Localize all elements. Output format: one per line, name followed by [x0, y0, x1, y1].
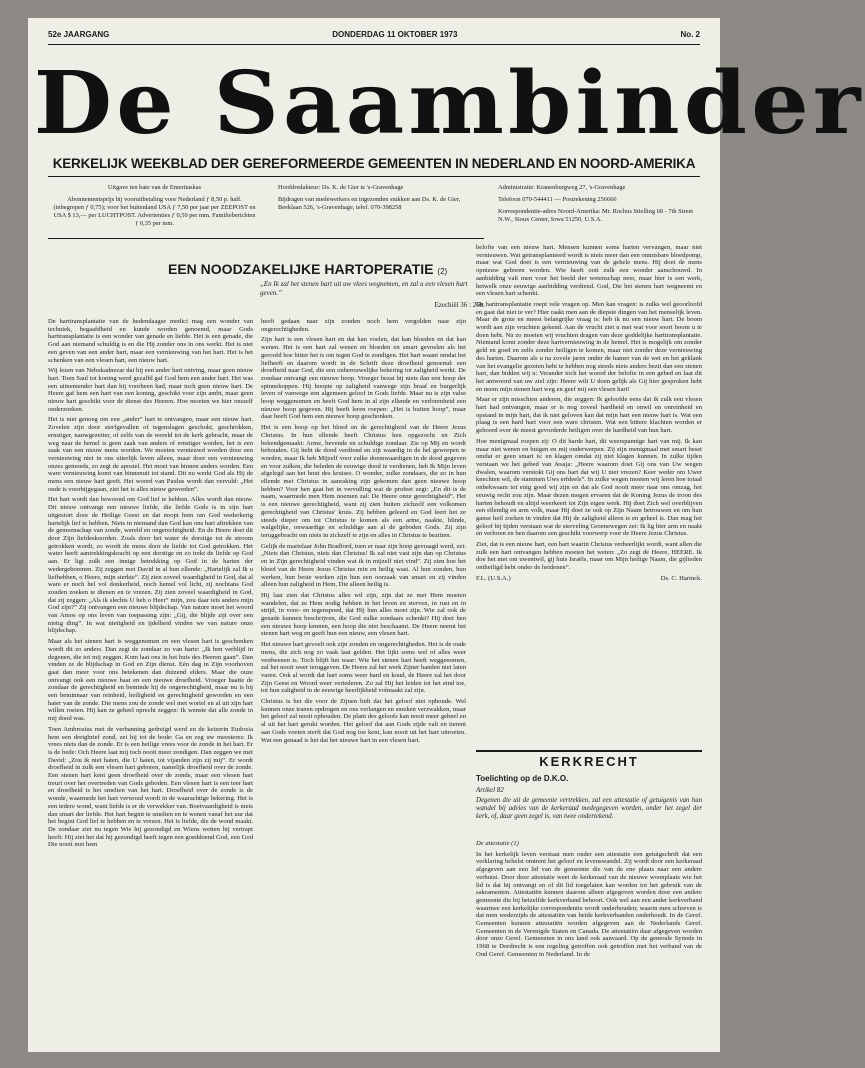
article-column-2: heeft gedaan naar zijn zonden noch hem vergolden naar zijn ongerechtigheden. Zijn hart is een vlesen hart en dat kan voelen, dat kan bloeden en dat kan wenen. Het is een hart zal wenen en bloeden en smart gevoelen als het geroofd hoe bitter het is om tegen God te zondigen. Het hart waant omdat het liefheeft en daarom wordt in de Schrift deze droefheid genoemd: een droefheid naar God, die een onberouwelijke bekering tot zaligheid werkt. De zondaar ontvangt een nieuwe hoop. Vroeger bezat hij niets dan een hoop der spinnekoppen. Hij hoopte op zaligheid vanwege zijn braaf en burgerlijk leven of vanwege een algemeen geloof in Gods liefde. Maar nu is zijn valse hoop weggenomen en heeft God hem in al zijn ellende en verlorenheid een nieuwe hoop gegeven. Hij heeft leren roepen: „Het is buiten hoop”, maar daar heeft God hem een nieuwe hoop geschonken. Het is een hoop op het bloed en de gerechtigheid van de Heere Jezus Christus. In hun ellende heeft Christus hen opgezocht en Zich bekendgemaakt: Arme, bevende en schuldige zondaar. Zie op Mij en wordt behouden. Gij hebt de dood verdiend en zijt waardig in de hel geworpen te worden, maar Ik heb Mijzelf voor zulke doemwaardigen in de dood gegeven en voor zulken, die beleden de eeuwige dood te verdienen, heb Ik Mijn leven afgelegd aan het hout des kruises. O wonder, zulke zondaars, die zo in hun ellende met Christus in aanraking zijn gekomen dan geen nieuwe hoop hebben? Voor hen gaat het in vervulling wat de profeet zegt: „En dit is de naam, waarmede men Hem noemen zal: De Heere onze gerechtigheid”. Het is een nieuwe gerechtigheid, want zij zien buiten zichzelf een volkomen gerechtigheid van Christus' kruis. Zij hebben geleerd en God leert het ze steeds dieper om tot Christus te komen als een arme, naakte, blinde, walgelijke, onwaardige en schuldige aan al de geboden Gods. Zij zijn teruggebracht om niets in zichzelf te zijn en alles in Christus te bezitten. Gelijk de martelaar John Bradford, toen er naar zijn hoop gevraagd werd, zei: „Niets dan Christus, niets dan Christus! Ik zal niet vast zijn dan op Christus en in Zijn gerechtigheid vinden wat ik in mijzelf niet vind”. Zij zien hoe het bloed van de Heere Jezus Christus rein en heilig wast. Al hun zonden, hun werken, hun beste werken zijn hun een oorzaak van smart en zij vinden alleen hun zaligheid in Hem, Die alleen heilig is. Hij laat zien dat Christus alles wil zijn, zijn dat ze met Hem moeten wandelen, dat ze Hem nodig hebben in het leven en sterven, in rust en in strijd, in voor- en tegenspoed, dat Hij hun alles moet zijn. Wie zal ook de genade kunnen beschrijven, die God zulke zondaars schenkt? Hij doet hen een nieuwe hoop kennen, een hoop die niet beschaamt. De Heere neemt het stenen hart weg en geeft hun een nieuw, een vlesen hart. Het nieuwe hart gevoelt ook zijn zonden en ongerechtigheden. Het is de oude mens, die zich nog zo vaak laat gelden. Het lijkt soms wel of alles weer verdwenen is. Toch blijft het waar: Wie het stenen hart heeft weggenomen, zal het nooit weer teruggeven. De Heere zal het werk Zijner handen niet laten varen. Ook al wordt dat hart soms weer hard en koud, de Heere zal het door Zijn Geest en Woord weer vertederen. Zo zal Hij het leiden tot het eind toe, tot hun zaligheid in de eeuwige heerlijkheid volmaakt zal zijn. Christus is het die voor de Zijnen bidt dat het geloof niet ophoude. Wel kunnen onze tranen opdrogen en ons verlangen en smeken verzwakken, maar het geloof zal nooit ophouden. De plant des geloofs kan nooit meer geheel en al uit het hart gerukt worden. Het geloof dat aan Gods zijde valt en tierent aan Gods voeten sterft dat God nog toe kent, kan nooit uit het hart uitroeien. Wat een genaad is het dat het nieuwe hart in een vlesen hart.	[261, 318, 466, 744]
article-epigraph: „En Ik zal het stenen hart uit uw vlees wegnemen, en zal u een vlesen hart geven.”	[260, 280, 468, 297]
article-column-1: De harttransplantatie van de hedendaagse medici mag een wonder van techniek, begaafdheid en kunde worden genoemd, maar Gods harttransplantatie is een wonder van genade en liefde. Het is een genade, die God aan niemand schuldig is en die Hij zonder ons in ons werkt. Het is niet een geven van een ander hart, maar een vernieuwing van het hart. Het is het schenken van een vlesen hart, een nieuw hart. Wij lezen van Nebukadnezar dat hij een ander hart ontving, maar geen nieuw hart. Toen Saul tot koning werd gezalfd gaf God hem een ander hart. Het was een uitnemender hart dan hij voorheen had, maar toch geen nieuw hart. De Heere gaf hem een hart van een koning, geschikt voor zijn ambt, maar geen nieuw hart geschikt voor de dienst des Heeren. Hoe moeten we hier onszelf onderzoeken. Het is niet genoeg om een „ander” hart te ontvangen, maar een nieuw hart. Zovelen zijn door sterfgevallen of tegenslagen geschokt, geschrokken, ernstiger, nauwgezetter, of zelfs van de wereld tot de kerk gebracht, maar de weg naar de hemel is geen zaak van anders of ernstiger worden, het is een zaak van een nieuw mens worden. We moeten vernieuwd worden door een vernieuwing niet in ons uiterlijk leven alleen, maar door een vernieuwing onzes gemoeds, zo zegt de apostel. Het moet van binnen anders worden. Een ware vernieuwing komt van binnenuit tot stand. Dit nu werkt God als Hij de mens een nieuw hart geeft. Het woord van Paulus wordt dan vervuld: „Het oude is voorbijgegaan, ziet het is alles nieuw geworden”. Het hart wordt dan bewoond om God lief te hebben. Alles wordt dan nieuw. Dit nieuw ontvangt een nieuwe liefde, die liefde Gods is in zijn hart uitgestort door de Heilige Geest en dat noopt hem om God wederkerig hartelijk lief te hebben. Niets in niemand dan God kan ons hart aftrekken van de gemeenschap van zonde, wereld en ongerechtigheid. En de Heere doet dit door Zijn liefdeskoorden. Zoals door het water de dorstige tot de stroom getrokken wordt, zo wordt de mens door de liefde tot God getrokken. Het water heeft aantrekkingskracht op een dorstige en zo trekt de liefde op God aan. Er ligt zulk een innige betrekking op God in de harten der wedergeborenen. Zij zeggen met David in al hun ellende: „Hartelijk zal Ik u liefhebben, o Heere, mijn sterkte”. Zij zien zoveel waardigheid in God, dat al ware er noch hel vol donkerheid, noch hemel vol licht, zij nochtans God zouden zoeken te dienen en te vrezen. Zij zien zoveel waardigheid in God, dat zij zeggen: „Als ik slechts U heb o Heer” mijn, zou daar iets anders mijn God zijn?” Zij ontvangen een nieuwe blijdschap. Van nature moet het woord van Amos op ons leven van toepassing zijn: „Gij, die blijde zijt over een nietig ding”. In wat nietigheid en ijdelheid vinden we van nature onze blijdschap. Maar als het stenen hart is weggenomen en een vlesen hart is geschonken wordt dit zo anders. Dan zegt de zondaar zo van harte: „Ik ben verblijd in degenen, die tot mij zeggen. Kom laat ons in het huis des Heeren gaan”. Dan vinden ze de blijdschap in God en Zijn dienst. Eén dag in Zijn voorhoven gaat dan meer voor ons betekenen dan duizend elders. Maar die ouze ontvangt ook een nieuwe haat en een nieuwe droefheid. Vroeger haatte de zondaar de gerechtigheid en beminde hij de ongerechtigheid, maar nu is hij een beminnaar van reinheid, heiligheid en gerechtigheid geworden en een hater van de zonde. Die mens zou de zonde wel met wortel en al uit zijn hart willen roeien. Hij kan ze geheel oprecht zeggen: Ik wenste dat alle zonde in mij dood was. Toen Ambrosius met de verbanning gedreigd werd en de keizerin Eudoxia hem een dreigbrief zond, zei hij tot de bode: Ga en zeg uw meesteres: Ik vrees niets dan de zonde. Er is een heilige vrees voor de zonde in het hart. Er is de bede: Och Heere laat mij toch nooit meer zondigen. Dan zeggen we met David: „Zou ik niet haten, die U haten, tot vijanden zijn zij mij”. Er wordt droefheid in zulk een vlesen hart geboren, namelijk droefheid over de zonde. Een stenen hart kent geen droefheid over de zonde, maar een vlesen hart treurt over het overtreden van Gods geboden. Een vlesen hart is een teer hart en droefheid is het smelten van het hart. Droefheid over de zonde is de wonde, waarmede het hart verwoud wordt in de waarachtige bekering. Het is een tedere wond, want liefde is er de verwekker van. Boetvaardigheid is niets dan smart der liefde. Het hart begint te smelten en te wenen vanaf het uur dat het begint God lief te hebben en te vrezen. Het is liefde, die de wond maakt. De zondaar ziet nu tegen Wie hij gezondigd en Wiens wetten hij vertrapt heeft: Hij ziet het dat hij gezondigd heeft tegen een goeddoend God, een God Die nooit met hem	[48, 318, 253, 849]
issue-date: DONDERDAG 11 OKTOBER 1973	[332, 30, 458, 39]
article-signature: F.L. (U.S.A.) Ds. C. Harinck.	[476, 574, 702, 582]
kerkrecht-subtitle: Toelichting op de D.K.O.	[476, 774, 569, 783]
kerkrecht-intro: Degenen die uit de gemeente vertrekken, zal een attestatie of getuigenis van hun wandel bij advies van de kerkeraad medegegeven worden, onder het zegel der kerk, of, daar geen zegel is, van twee ondertekend.	[476, 797, 702, 820]
top-rule	[48, 44, 700, 45]
masthead-rule	[48, 176, 700, 177]
volume: 52e JAARGANG	[48, 30, 110, 39]
epigraph-reference: Ezechiël 36 : 26b.	[434, 301, 485, 309]
kerkrecht-rule	[476, 750, 702, 752]
subscription-info: Uitgave ten bate van de Emeritaskas Abonnementsprijs bij vooruitbetaling voor Nederland ƒ 8,50 p. half. (inbegrepen ƒ 0,75); voor het buitenland USA ƒ 7,50 per jaar per ZEEPOST en USA $ 13,— per LUCHTPOST. Advertenties ƒ 0,50 per mm. Familieberichten ƒ 0,35 per mm.	[53, 184, 256, 227]
article-headline: EEN NOODZAKELIJKE HARTOPERATIE (2)	[168, 261, 448, 277]
kerkrecht-section-heading: De attestatie (1)	[476, 840, 519, 847]
info-rule	[48, 238, 484, 239]
kerkrecht-heading: KERKRECHT	[539, 754, 639, 769]
kerkrecht-article: Artikel 82	[476, 786, 504, 794]
dateline	[48, 30, 700, 39]
masthead-subtitle: KERKELIJK WEEKBLAD DER GEREFORMEERDE GEMEENTEN IN NEDERLAND EN NOORD-AMERIKA	[52, 156, 696, 171]
issue-number: No. 2	[680, 30, 700, 39]
newspaper-page	[28, 18, 865, 1052]
masthead-title: De Saambinder	[33, 53, 865, 154]
administration-info: Administratie: Kranenburgweg 27, 's-Gravenhage Telefoon 070-544411 — Postrekening 256666 Korrespondentie-adres Noord-Amerika: Mr. Rochus Stielling 68 - 7th Street N.W., Sioux Center, Iowa 51250, U.S.A.	[498, 184, 694, 223]
editor-info: Hoofdredakteur: Ds. K. de Gier te 's-Gravenhage Bijdragen van medewerkers en ingezonden stukken aan Ds. K. de Gier, Beeklaan 526, 's-Gravenhage, telef. 070-398258	[278, 184, 461, 211]
kerkrecht-body: De attestatie (1) In het kerkelijk leven verstaat men onder een attestatie een getuigschrift dat een verklaring behelst omtrent het geloof en levenswandel. Zij wordt door een kerkeraad afgegeven aan een lid van de gemeente die van de ene plaats naar een andere verhuist. Door deze attestatie weet de kerkeraad van de nieuwe woonplaats wie het lid is dat hij ontvangt en of dit lid toegelaten kan worden tot het gebruik van de sakramenten. Attestatiën kunnen daarom alleen afgegeven worden door een andere gemeente die bij hetzelfde kerkverband behoort. Ook wel aan een ander kerkverband waarmee een kerkelijke correspondentie wordt onderhouden; waarin men schreven is dat men wederzijds de attestatiën van beide kerkverbanden onderhoudt. In de Geref. Gemeenten kunnen attestatiën worden afgegeven aan de Nederlands Geref. Gemeenten in de Verenigde Staten en Canada. De attestatiën daar afgegeven worden door onze Geref. Gemeenten in ons land ook aanvaard. Op de generale Synode in 1968 te Dordrecht is een regeling getroffen ook getroffen met het verband van de Oud Geref. Gemeenten in Nederland. In de	[476, 840, 702, 958]
article-column-3: belofte van een nieuw hart. Mensen kunnen soms harten vervangen, maar niet vernieuwen. Wat getransplanteerd wordt is niets meer dan een onmisbare bloedpomp, maar wat God doet is een vernieuwing van de gehele mens. Hij doet de mens opnieuw geboren worden. Wie heeft ooit zulk een wonder aanschouwd. In aanbidding valt men voor het beeld der wetenschap neer, maar hier is een werk, hetwelk onze eeuwige aanbidding verdiend. God, Die het stenen hart wegneemt en een vlesen hart schenkt. De harttransplantatie roept vele vragen op. Men kan vragen: is zulks wel geoorloofd en gaat dat niet te ver? Hier raakt men aan de diepste dingen van het menselijk leven. Maar de grote en meest belangrijke vraag is: heb ik nu een nieuw hart. De boom wordt aan zijn vruchten gekend. Aan de vrucht ziet u met wat voor soort boom u te doen hebt. Nu zo moeten wij vruchten dragen van deze goddelijke harttransplantatie. Niemand komt zonder deze hartvernieuwing in de hemel. Het is mogelijk om zonder geld en goed en zelfs zonder heiligen te komen, maar niet zonder deze vernieuwing des harten. Daarom als u na zovele jaren onder de hamer van de wet en het geklank van het evangelie gezeten hebt te hebben nog steeds niets anders bezit dan een stenen hart, dan bidden wij u: Verander toch het woord der belofte in een gebed en laat dit het antwoord van uw ziel zijn: Heere wilt U doen gelijk als Gij hier gesproken hebt en neem mijn stenen hart weg en geef mij een vlesen hart! Maar er zijn misschien anderen, die zeggen: Ik geloofde eens dat ik zulk een vlesen hart had ontvangen, maar er is nog zoveel hardheid en onwil en onreinheid en opstand in mijn hart, dat ik niet geloven kan dat mijn hart een nieuw hart is. Wat een plaag is een hard hart voor een ware christen. Wat een bittere klachten worden er gehoord over de meest gevorderde heiligen over de hardheid van hun hart. Hoe menigmaal roepen zij: O dit harde hart, dit weerspannige hart van mij. Ik kan maar niet wenen en buigen en mij onderwerpen. Zij zijn menigmaal met smart beset omdat er geen smart is: en klagen omdat zij niet klagen kunnen. In zulke tijden verstaan we het gebed van Jesaja: „Heere waarom doet Gij ons van Uw wegen dwalen, waarom verstokt Gij ons hart dat wij U niet vrezen? Keer weder om Uwer knechten wil, de stammen Uws erfdeels”. In zulke wegen moeten wij leren hoe totaal onbekwaam tot enig goed wij zijn en dat als God nooit meer naar ons omzag, het eeuwig recht zou zijn. Maar dezen mogen ervaren dat de Koning Jezus de troon des harten behoudt en altijd weerkeert tot Zijn eigen werk. Hij doet Zich wel overblijven een ellendig en arm volk, maar Hij doet ze ook op Zijn Naam betrouwen en om hun ganse heil zoeken in vinden dat Hij de zaligheid alleen is en geheel is. Dan mag het geloof bij tijden verstaan wat de sterveling Groenewegen zei: Ik lig hier arm en naakt en verloren en ben daarom een geschikt voorwerp voor de Heere Jezus Christus. Ziet, dat is een nieuw hart, een hart waarin Christus verheerlijkt wordt, want allen die zulk een hart ontvangen hebben moeten het weten: „Zo zegt de Heere, HEERE. Ik doe het niet om uwentwil, gij huis Israëls, maar om Mijn heilige Naam, die gijlieden ontheiligd hebt onder de heidenen”. F.L. (U.S.A.) Ds. C. Harinck.	[476, 244, 702, 582]
